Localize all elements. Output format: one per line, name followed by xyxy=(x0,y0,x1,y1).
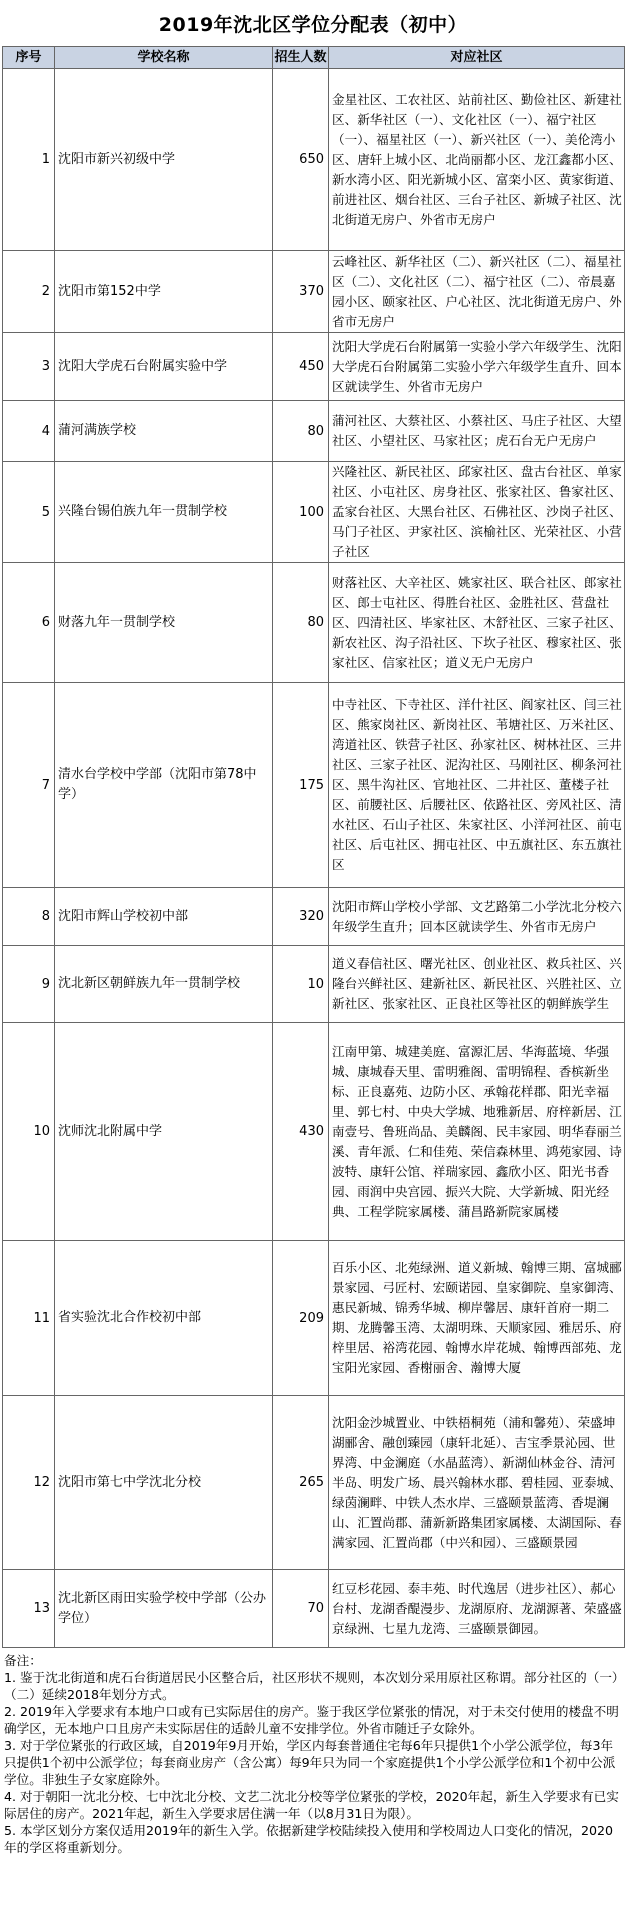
notes-heading: 备注： xyxy=(4,1653,42,1668)
note-item: 4. 对于朝阳一沈北分校、七中沈北分校、文艺二沈北分校等学位紧张的学校，2020年起，新生入学要求有已实际居住的房产。2021年起，新生入学要求居住满一年（以8月31日为限）。 xyxy=(4,1789,619,1821)
row-no: 2 xyxy=(3,251,55,333)
row-quota: 100 xyxy=(273,462,329,563)
allocation-table xyxy=(2,46,625,1648)
row-school: 清水台学校中学部（沈阳市第78中学） xyxy=(55,683,273,888)
row-no: 12 xyxy=(3,1396,55,1570)
table-row xyxy=(3,683,625,888)
row-school: 沈阳市第七中学沈北分校 xyxy=(55,1396,273,1570)
row-quota: 370 xyxy=(273,251,329,333)
header-row xyxy=(3,47,625,69)
row-area: 中寺社区、下寺社区、洋什社区、阎家社区、闫三社区、熊家岗社区、新岗社区、苇塘社区、万米社区、湾道社区、铁营子社区、孙家社区、树林社区、三井社区、三家子社区、泥沟社区、马刚社区、柳条河社区、黑牛沟社区、官地社区、二井社区、董楼子社区、前腰社区、后腰社区、依路社区、旁风社区、清水社区、石山子社区、朱家社区、小洋河社区、前屯社区、后屯社区、拥屯社区、中五旗社区、东五旗社区 xyxy=(329,683,625,888)
table-row xyxy=(3,563,625,683)
row-quota: 450 xyxy=(273,333,329,401)
row-school: 沈阳市新兴初级中学 xyxy=(55,69,273,251)
row-school: 沈阳市辉山学校初中部 xyxy=(55,888,273,946)
row-quota: 209 xyxy=(273,1241,329,1396)
row-no: 6 xyxy=(3,563,55,683)
row-no: 3 xyxy=(3,333,55,401)
note-item: 1. 鉴于沈北街道和虎石台街道居民小区整合后，社区形状不规则，本次划分采用原社区称谓。部分社区的（一）（二）延续2018年划分方式。 xyxy=(4,1670,619,1702)
header-area: 对应社区 xyxy=(329,47,625,69)
row-area: 财落社区、大辛社区、姚家社区、联合社区、郎家社区、郎士屯社区、得胜台社区、金胜社区、营盘社区、四清社区、毕家社区、木舒社区、三家子社区、新农社区、沟子沿社区、下坎子社区、穆家社区、张家社区、信家社区；道义无户无房户 xyxy=(329,563,625,683)
table-row xyxy=(3,462,625,563)
row-quota: 265 xyxy=(273,1396,329,1570)
table-row xyxy=(3,888,625,946)
table-row xyxy=(3,333,625,401)
row-school: 沈阳大学虎石台附属实验中学 xyxy=(55,333,273,401)
row-school: 蒲河满族学校 xyxy=(55,401,273,462)
row-area: 沈阳金沙城置业、中铁梧桐苑（浦和馨苑）、荣盛坤湖郦舍、融创臻园（康轩北延）、吉宝季景沁园、世界湾、中金澜庭（水晶蓝湾）、新湖仙林金谷、清河半岛、明发广场、晨兴翰林水郡、碧桂园、亚泰城、绿茵澜畔、中铁人杰水岸、三盛颐景蓝湾、香堤澜山、汇置尚郡、蒲新新路集团家属楼、太湖国际、春满家园、汇置尚郡（中兴和园）、三盛颐景园 xyxy=(329,1396,625,1570)
note-item: 3. 对于学位紧张的行政区域，自2019年9月开始，学区内每套普通住宅每6年只提供1个小学公派学位，每3年只提供1个初中公派学位；每套商业房产（含公寓）每9年只为同一个家庭提供1个小学公派学位和1个初中公派学位。非独生子女家庭除外。 xyxy=(4,1738,616,1787)
header-school: 学校名称 xyxy=(55,47,273,69)
row-quota: 650 xyxy=(273,69,329,251)
header-quota: 招生人数 xyxy=(273,47,329,69)
row-no: 8 xyxy=(3,888,55,946)
row-school: 沈阳市第152中学 xyxy=(55,251,273,333)
row-school: 兴隆台锡伯族九年一贯制学校 xyxy=(55,462,273,563)
row-area: 江南甲第、城建美庭、富源汇居、华海蓝境、华强城、康城春天里、雷明雅阁、雷明锦程、香槟新坐标、正良嘉苑、边防小区、承翰花样郡、阳光幸福里、郭七村、中央大学城、地雅新居、府梓新居、江南壹号、鲁班尚品、美麟阁、民丰家园、明华春丽兰溪、青年派、仁和佳苑、荣信森林里、鸿苑家园、诗波特、康轩公馆、祥瑞家园、鑫欣小区、阳光书香园、雨润中央宫园、振兴大院、大学新城、阳光经典、工程学院家属楼、蒲昌路新院家属楼 xyxy=(329,1023,625,1241)
row-school: 沈北新区雨田实验学校中学部（公办学位） xyxy=(55,1570,273,1648)
row-no: 4 xyxy=(3,401,55,462)
row-quota: 80 xyxy=(273,401,329,462)
row-area: 云峰社区、新华社区（二）、新兴社区（二）、福星社区（二）、文化社区（二）、福宁社区（二）、帝晨嘉园小区、颐家社区、户心社区、沈北街道无房户、外省市无房户 xyxy=(329,251,625,333)
row-area: 兴隆社区、新民社区、邱家社区、盘古台社区、单家社区、小屯社区、房身社区、张家社区、鲁家社区、孟家台社区、大黑台社区、石佛社区、沙岗子社区、马门子社区、尹家社区、滨榆社区、光荣社区、小营子社区 xyxy=(329,462,625,563)
note-item: 2. 2019年入学要求有本地户口或有已实际居住的房产。鉴于我区学位紧张的情况，对于未交付使用的楼盘不明确学区，无本地户口且房产未实际居住的适龄儿童不安排学位。外省市随迁子女除外。 xyxy=(4,1704,619,1736)
table-row xyxy=(3,1241,625,1396)
row-area: 沈阳市辉山学校小学部、文艺路第二小学沈北分校六年级学生直升；回本区就读学生、外省市无房户 xyxy=(329,888,625,946)
row-area: 红豆杉花园、泰丰苑、时代逸居（进步社区）、郝心台村、龙湖香醍漫步、龙湖原府、龙湖源著、荣盛盛京绿洲、七星九龙湾、三盛颐景御园。 xyxy=(329,1570,625,1648)
table-row xyxy=(3,401,625,462)
row-quota: 70 xyxy=(273,1570,329,1648)
row-school: 省实验沈北合作校初中部 xyxy=(55,1241,273,1396)
table-row xyxy=(3,251,625,333)
row-school: 沈师沈北附属中学 xyxy=(55,1023,273,1241)
table-row xyxy=(3,1570,625,1648)
row-quota: 175 xyxy=(273,683,329,888)
notes-section xyxy=(2,1648,624,1856)
row-no: 11 xyxy=(3,1241,55,1396)
row-no: 10 xyxy=(3,1023,55,1241)
row-school: 沈北新区朝鲜族九年一贯制学校 xyxy=(55,946,273,1023)
table-row xyxy=(3,1023,625,1241)
row-quota: 320 xyxy=(273,888,329,946)
row-no: 7 xyxy=(3,683,55,888)
row-area: 金星社区、工农社区、站前社区、勤俭社区、新建社区、新华社区（一）、文化社区（一）、福宁社区（一）、福星社区（一）、新兴社区（一）、美伦湾小区、唐轩上城小区、北尚丽都小区、龙江鑫都小区、新水湾小区、阳光新城小区、富栾小区、黄家街道、前进社区、烟台社区、三台子社区、新城子社区、沈北街道无房户、外省市无房户 xyxy=(329,69,625,251)
row-area: 沈阳大学虎石台附属第一实验小学六年级学生、沈阳大学虎石台附属第二实验小学六年级学生直升、回本区就读学生、外省市无房户 xyxy=(329,333,625,401)
row-area: 蒲河社区、大蔡社区、小蔡社区、马庄子社区、大望社区、小望社区、马家社区；虎石台无户无房户 xyxy=(329,401,625,462)
row-area: 道义春信社区、曙光社区、创业社区、救兵社区、兴隆台兴鲜社区、建新社区、新民社区、兴胜社区、立新社区、张家社区、正良社区等社区的朝鲜族学生 xyxy=(329,946,625,1023)
row-quota: 10 xyxy=(273,946,329,1023)
row-school: 财落九年一贯制学校 xyxy=(55,563,273,683)
table-row xyxy=(3,946,625,1023)
table-title: 2019年沈北区学位分配表（初中） xyxy=(158,13,468,36)
table-row xyxy=(3,69,625,251)
row-quota: 430 xyxy=(273,1023,329,1241)
table-row xyxy=(3,1396,625,1570)
row-no: 13 xyxy=(3,1570,55,1648)
header-no: 序号 xyxy=(3,47,55,69)
row-area: 百乐小区、北苑绿洲、道义新城、翰博三期、富城郦景家园、弓匠村、宏颐诺园、皇家御院、皇家御湾、惠民新城、锦秀华城、柳岸馨居、康轩首府一期二期、龙腾馨玉湾、太湖明珠、天顺家园、雅居乐、府梓里居、裕湾花园、翰博水岸花城、翰博西部苑、龙宝阳光家园、香榭丽舍、瀚博大厦 xyxy=(329,1241,625,1396)
row-no: 5 xyxy=(3,462,55,563)
note-item: 5. 本学区划分方案仅适用2019年的新生入学。依据新建学校陆续投入使用和学校周边人口变化的情况，2020年的学区将重新划分。 xyxy=(4,1823,614,1855)
row-no: 9 xyxy=(3,946,55,1023)
row-no: 1 xyxy=(3,69,55,251)
row-quota: 80 xyxy=(273,563,329,683)
